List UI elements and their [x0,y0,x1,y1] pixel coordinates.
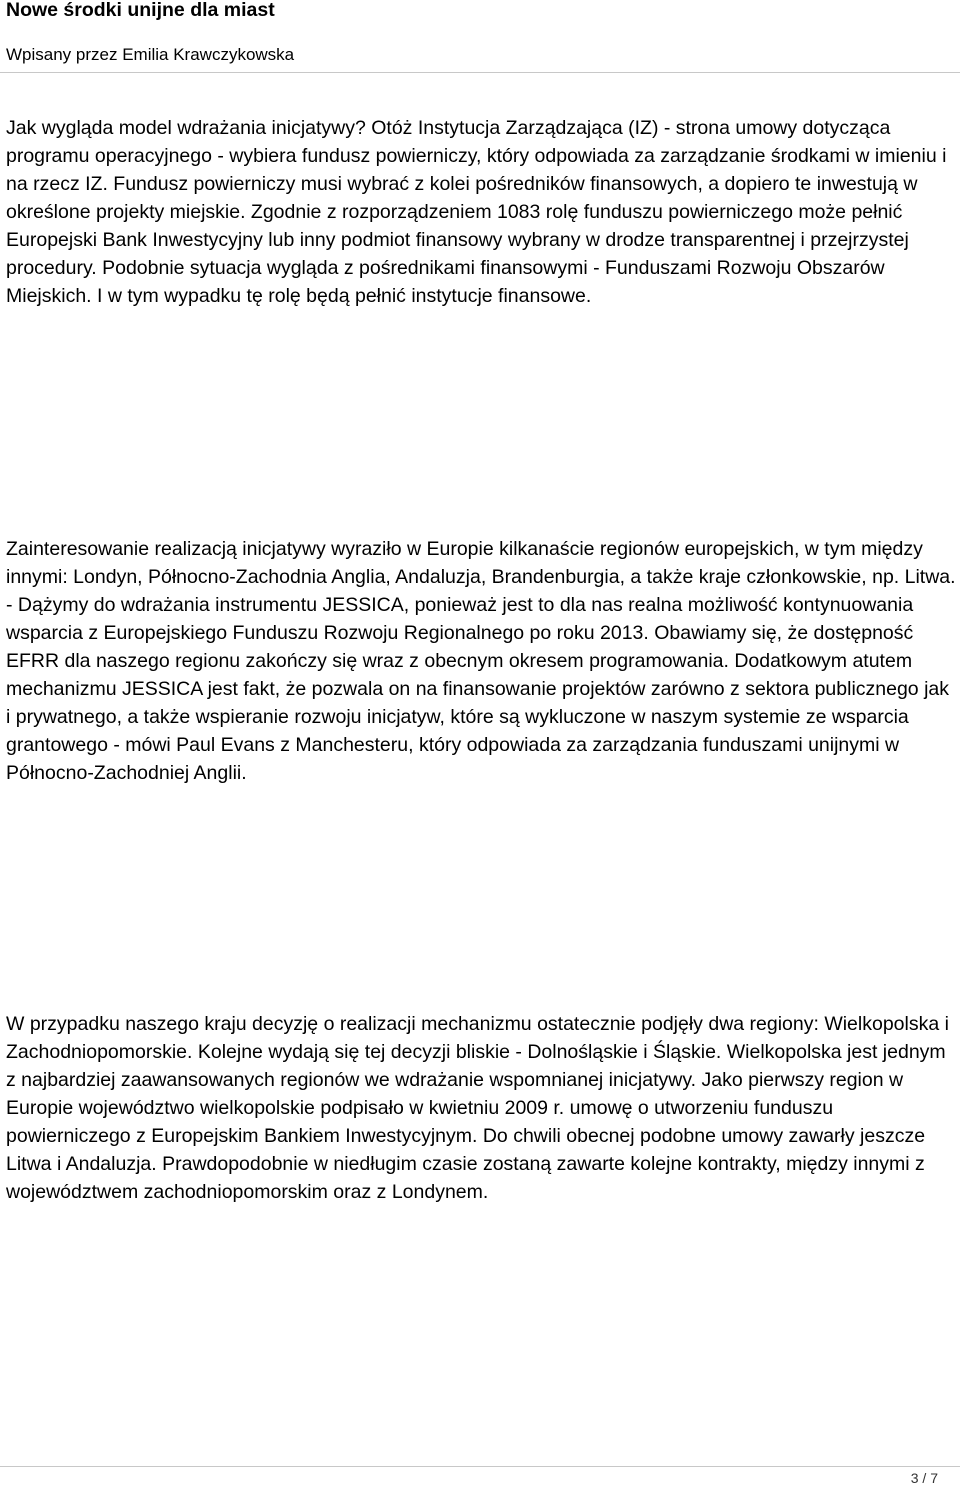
article-title: Nowe środki unijne dla miast [6,0,275,21]
document-header [0,0,960,73]
footer-divider [0,1466,960,1467]
article-paragraph-1: Jak wygląda model wdrażania inicjatywy? Otóż Instytucja Zarządzająca (IZ) - strona umowy dotycząca programu operacyjnego - wybiera fundusz powierniczy, który odpowiada za zarządzanie środkami w imieniu i na rzecz IZ. Fundusz powierniczy musi wybrać z kolei pośredników finansowych, a dopiero te inwestują w określone projekty miejskie. Zgodnie z rozporządzeniem 1083 rolę funduszu powierniczego może pełnić Europejski Bank Inwestycyjny lub inny podmiot finansowy wybrany w drodze transparentnej i przejrzystej procedury. Podobnie sytuacja wygląda z pośrednikami finansowymi - Funduszami Rozwoju Obszarów Miejskich. I w tym wypadku tę rolę będą pełnić instytucje finansowe. [6,117,947,307]
page-number: 3 / 7 [910,1470,938,1486]
header-divider [0,72,960,73]
article-paragraph-2: Zainteresowanie realizacją inicjatywy wyraziło w Europie kilkanaście regionów europejskich, w tym między innymi: Londyn, Północno-Zachodnia Anglia, Andaluzja, Brandenburgia, a także kraje członkowskie, np. Litwa. - Dążymy do wdrażania instrumentu JESSICA, ponieważ jest to dla nas realna możliwość kontynuowania wsparcia z Europejskiego Funduszu Rozwoju Regionalnego po roku 2013. Obawiamy się, że dostępność EFRR dla naszego regionu zakończy się wraz z obecnym okresem programowania. Dodatkowym atutem mechanizmu JESSICA jest fakt, że pozwala on na finansowanie projektów zarówno z sektora publicznego jak i prywatnego, a także wspieranie rozwoju inicjatyw, które są wykluczone w naszym systemie ze wsparcia grantowego - mówi Paul Evans z Manchesteru, który odpowiada za zarządzania funduszami unijnymi w Północno-Zachodniej Anglii. [6,538,956,784]
article-author: Wpisany przez Emilia Krawczykowska [6,45,295,64]
article-paragraph-3: W przypadku naszego kraju decyzję o realizacji mechanizmu ostatecznie podjęły dwa regiony: Wielkopolska i Zachodniopomorskie. Kolejne wydają się tej decyzji bliskie - Dolnośląskie i Śląskie. Wielkopolska jest jednym z najbardziej zaawansowanych regionów we wdrażanie wspomnianej inicjatywy. Jako pierwszy region w Europie województwo wielkopolskie podpisało w kwietniu 2009 r. umowę o utworzeniu funduszu powierniczego z Europejskim Bankiem Inwestycyjnym. Do chwili obecnej podobne umowy zawarły jeszcze Litwa i Andaluzja. Prawdopodobnie w niedługim czasie zostaną zawarte kolejne kontrakty, między innymi z województwem zachodniopomorskim oraz z Londynem. [6,1013,949,1203]
